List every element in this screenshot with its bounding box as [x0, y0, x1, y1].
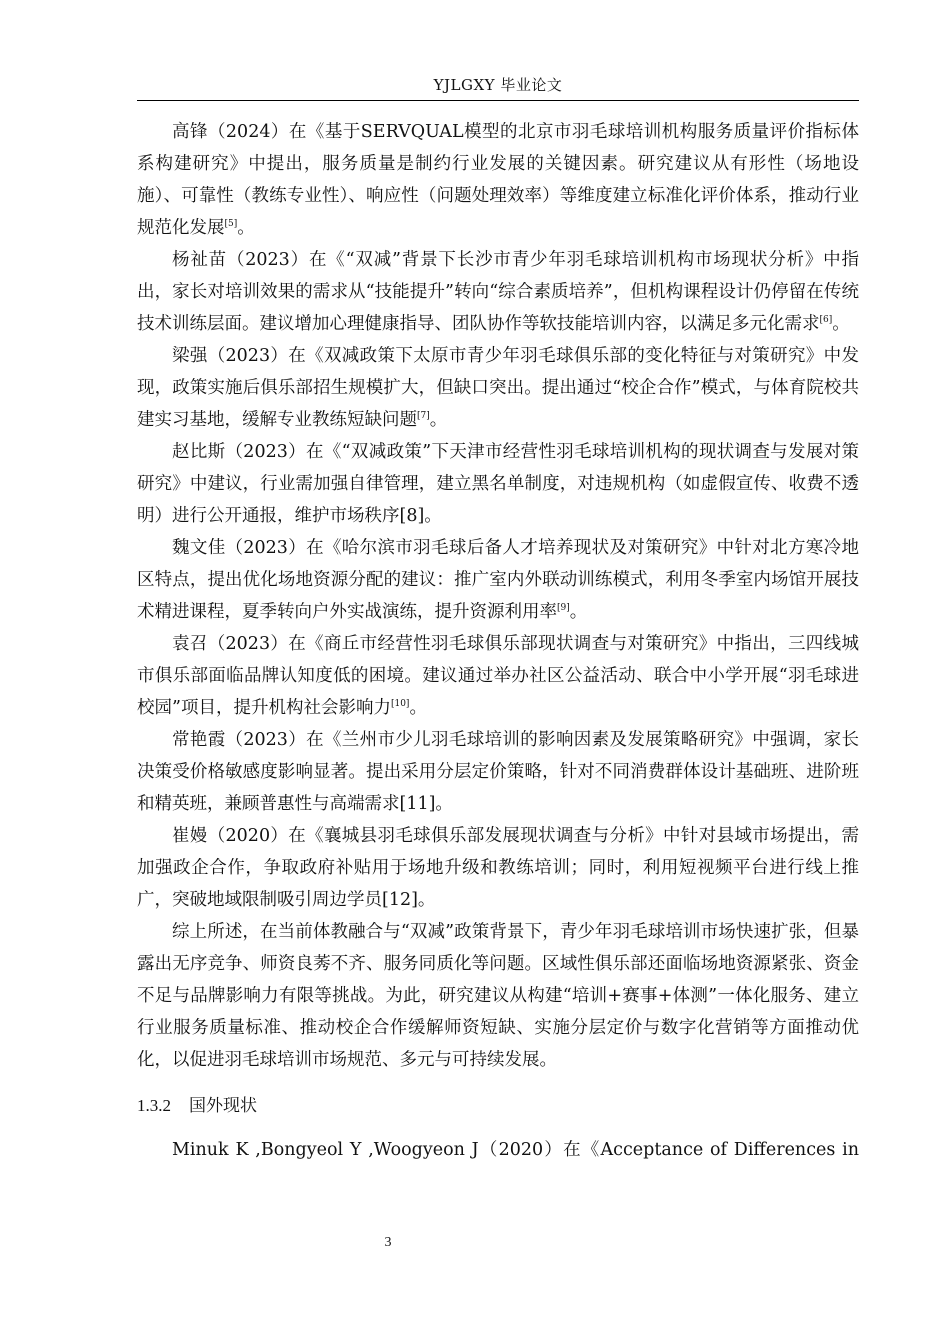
page-header: YJLGXY 毕业论文: [433, 76, 563, 94]
paragraph-summary: 综上所述，在当前体教融合与“双减”政策背景下，青少年羽毛球培训市场快速扩张，但暴露出无序竞争、师资良莠不齐、服务同质化等问题。区域性俱乐部还面临场地资源紧张、资金不足与品牌影响力有限等挑战。为此，研究建议从构建“培训+赛事+体测”一体化服务、建立行业服务质量标准、推动校企合作缓解师资短缺、实施分层定价与数字化营销等方面推动优化，以促进羽毛球培训市场规范、多元与可持续发展。: [137, 922, 859, 1070]
header-divider: [137, 100, 859, 101]
section-title: 国外现状: [189, 1096, 257, 1116]
document-body: [137, 116, 859, 1166]
paragraph-weiwenjia: 魏文佳（2023）在《哈尔滨市羽毛球后备人才培养现状及对策研究》中针对北方寒冷地区特点，提出优化场地资源分配的建议：推广室内外联动训练模式，利用冬季室内场馆开展技术精进课程，夏季转向户外实战演练，提升资源利用率[9]。: [137, 538, 859, 622]
paragraph-yangzhimiao: 杨祉苗（2023）在《“双减”背景下长沙市青少年羽毛球培训机构市场现状分析》中指出，家长对培训效果的需求从“技能提升”转向“综合素质培养”，但机构课程设计仍停留在传统技术训练层面。建议增加心理健康指导、团队协作等软技能培训内容，以满足多元化需求[6]。: [137, 250, 859, 334]
section-heading: [137, 1090, 859, 1122]
paragraph-zhaobisi: 赵比斯（2023）在《“双减政策”下天津市经营性羽毛球培训机构的现状调查与发展对策研究》中建议，行业需加强自律管理，建立黑名单制度，对违规机构（如虚假宣传、收费不透明）进行公开通报，维护市场秩序[8]。: [137, 442, 859, 526]
paragraph-changyanxia: 常艳霞（2023）在《兰州市少儿羽毛球培训的影响因素及发展策略研究》中强调，家长决策受价格敏感度影响显著。提出采用分层定价策略，针对不同消费群体设计基础班、进阶班和精英班，兼顾普惠性与高端需求[11]。: [137, 730, 859, 814]
paragraph-yuanzhao: 袁召（2023）在《商丘市经营性羽毛球俱乐部现状调查与对策研究》中指出，三四线城市俱乐部面临品牌认知度低的困境。建议通过举办社区公益活动、联合中小学开展“羽毛球进校园”项目，提升机构社会影响力[10]。: [137, 634, 859, 718]
page-number: 3: [384, 1235, 392, 1250]
paragraph-cuiman: 崔嫚（2020）在《襄城县羽毛球俱乐部发展现状调查与分析》中针对县域市场提出，需加强政企合作，争取政府补贴用于场地升级和教练培训；同时，利用短视频平台进行线上推广，突破地域限制吸引周边学员[12]。: [137, 826, 859, 910]
section-number: 1.3.2: [137, 1096, 171, 1115]
paragraph-foreign: Minuk K ,Bongyeol Y ,Woogyeon J（2020）在《Acceptance of Differences in: [172, 1140, 859, 1160]
paragraph-liangqiang: 梁强（2023）在《双减政策下太原市青少年羽毛球俱乐部的变化特征与对策研究》中发现，政策实施后俱乐部招生规模扩大，但缺口突出。提出通过“校企合作”模式，与体育院校共建实习基地，缓解专业教练短缺问题[7]。: [137, 346, 859, 430]
paragraph-gaofeng: 高锋（2024）在《基于SERVQUAL模型的北京市羽毛球培训机构服务质量评价指标体系构建研究》中提出，服务质量是制约行业发展的关键因素。研究建议从有形性（场地设施）、可靠性（教练专业性）、响应性（问题处理效率）等维度建立标准化评价体系，推动行业规范化发展[5]。: [137, 122, 859, 238]
